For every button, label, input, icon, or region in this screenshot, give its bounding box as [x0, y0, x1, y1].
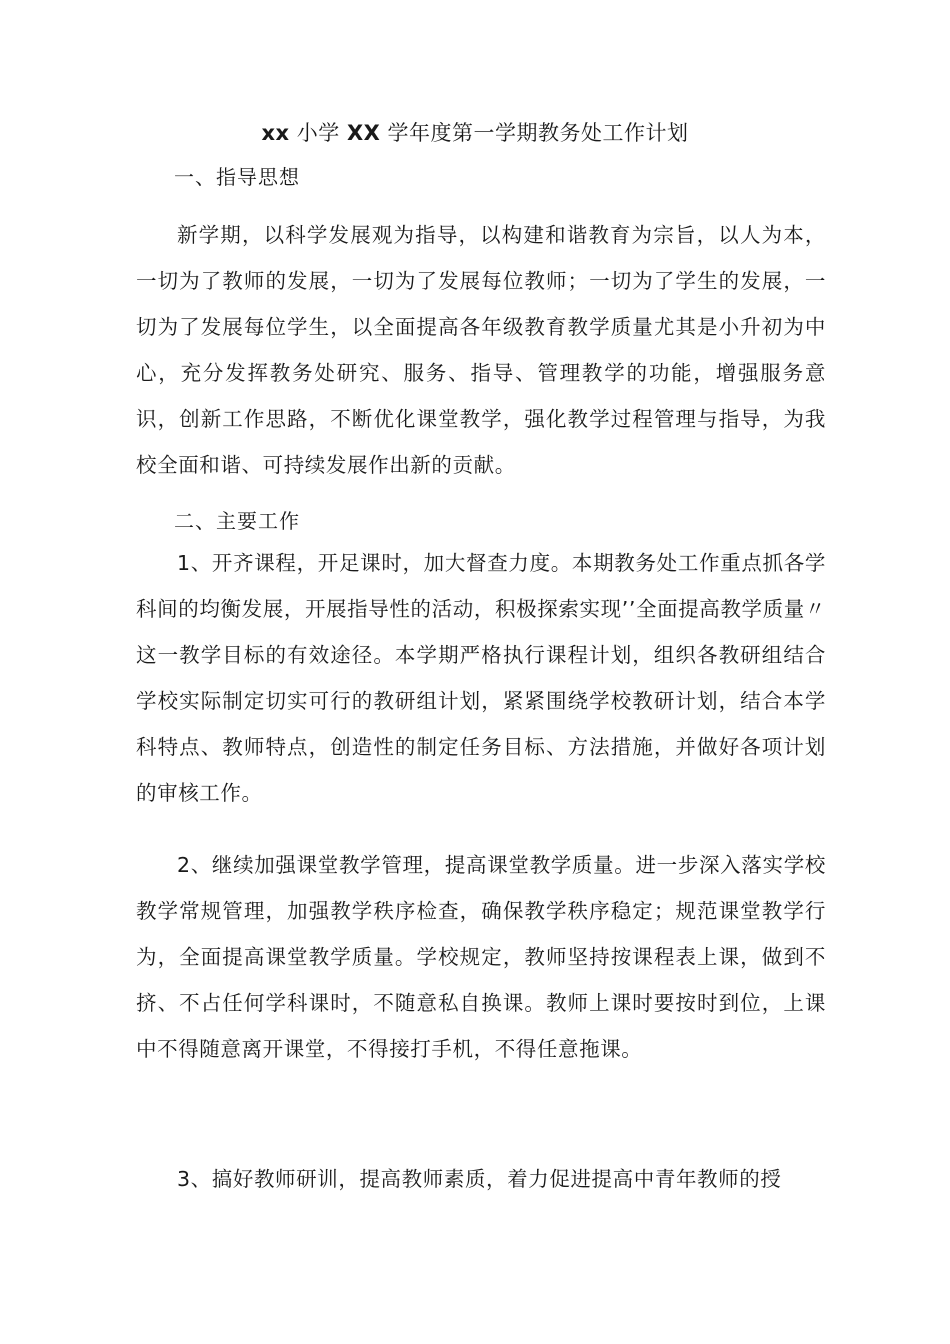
section-heading-main-work: 二、主要工作: [174, 509, 300, 533]
title-prefix: xx: [261, 121, 290, 145]
paragraph-item-1: 1、开齐课程，开足课时，加大督查力度。本期教务处工作重点抓各学科间的均衡发展，开展指导性的活动，积极探索实现’’全面提高教学质量〃这一教学目标的有效途径。本学期严格执行课程计划，组织各教研组结合学校实际制定切实可行的教研组计划，紧紧围绕学校教研计划，结合本学科特点、教师特点，创造性的制定任务目标、方法措施，并做好各项计划的审核工作。: [136, 551, 826, 805]
paragraph-guiding-ideology: 新学期，以科学发展观为指导，以构建和谐教育为宗旨，以人为本，一切为了教师的发展，一切为了发展每位教师；一切为了学生的发展，一切为了发展每位学生，以全面提高各年级教育教学质量尤其是小升初为中心，充分发挥教务处研究、服务、指导、管理教学的功能，增强服务意识，创新工作思路，不断优化课堂教学，强化教学过程管理与指导，为我校全面和谐、可持续发展作出新的贡献。: [136, 223, 826, 477]
title-year: XX: [346, 121, 381, 145]
title-rest: 学年度第一学期教务处工作计划: [380, 121, 689, 145]
title-school: 小学: [289, 121, 347, 145]
section-heading-guiding-ideology: 一、指导思想: [174, 165, 300, 189]
paragraph-item-2: 2、继续加强课堂教学管理，提高课堂教学质量。进一步深入落实学校教学常规管理，加强教学秩序检查，确保教学秩序稳定；规范课堂教学行为，全面提高课堂教学质量。学校规定，教师坚持按课程表上课，做到不挤、不占任何学科课时，不随意私自换课。教师上课时要按时到位，上课中不得随意离开课堂，不得接打手机，不得任意拖课。: [136, 853, 826, 1061]
paragraph-item-3: 3、搞好教师研训，提高教师素质，着力促进提高中青年教师的授: [177, 1167, 782, 1191]
document-title: [0, 118, 950, 148]
